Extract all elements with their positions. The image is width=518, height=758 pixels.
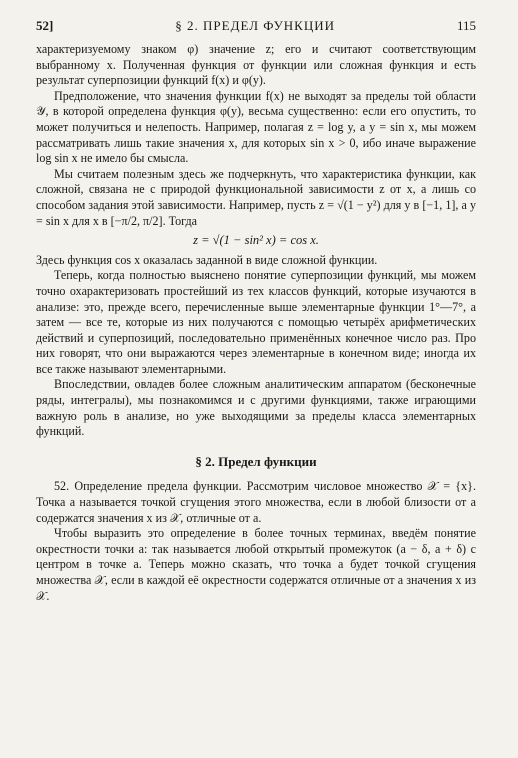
body-text [36,42,476,604]
paragraph-1: характеризуемому знаком φ) значение z; его и считают соответствующим выбранному x. Полученная функция от функции или сложная функция и есть результат суперпозиции функций f(x) и φ(y). [36,42,476,88]
paragraph-5: Теперь, когда полностью выяснено понятие суперпозиции функций, мы можем точно охарактеризовать простейший из тех классов функций, которые изучаются в анализе: это, прежде всего, перечисленные выше элементарные функции 1°—7°, а затем — все те, которые из них получаются с помощью четырёх арифметических действий и суперпозиций, последовательно применённых конечное число раз. Про них говорят, что они выражаются через элементарные в конечном виде; иногда их все также называют элементарными. [36,268,476,376]
paragraph-6: Впоследствии, овладев более сложным аналитическим аппаратом (бесконечные ряды, интегралы), мы познакомимся и с другими функциями, также играющими важную роль в анализе, но уже выходящими за пределы класса элементарных функций. [36,377,476,439]
section-title: § 2. Предел функции [195,453,317,469]
paragraph-8: Чтобы выразить это определение в более точных терминах, введём понятие окрестности точки a: так называется любой открытый промежуток (a − δ, a + δ) с центром в точке a. Теперь можно сказать, что точка a будет точкой сгущения множества 𝒳, если в каждой её окрестности содержатся отличные от a значения x из 𝒳. [36,526,476,603]
running-header [36,18,476,34]
header-title: § 2. ПРЕДЕЛ ФУНКЦИИ [175,18,336,33]
paragraph-4: Здесь функция cos x оказалась заданной в виде сложной функции. [36,252,378,267]
page-number: 115 [456,18,476,33]
formula: z = √(1 − sin² x) = cos x. [193,233,319,248]
paragraph-7: 52. Определение предела функции. Рассмотрим числовое множество 𝒳 = {x}. Точка a называется точкой сгущения этого множества, если в любой близости от a содержатся значения x из 𝒳, отличные от a. [36,479,476,525]
header-left: 52] [36,18,54,33]
paragraph-2: Предположение, что значения функции f(x) не выходят за пределы той области 𝒴, в которой определена функция φ(y), весьма существенно: если его опустить, то может получиться и нелепость. Например, полагая z = log y, а y = sin x, мы можем рассматривать лишь такие значения x, для которых sin x > 0, ибо иначе выражение log sin x не имело бы смысла. [36,88,476,166]
paragraph-3: Мы считаем полезным здесь же подчеркнуть, что характеристика функции, как сложной, связана не с природой функциональной зависимости z от x, а лишь со способом задания этой зависимости. Например, пусть z = √(1 − y²) для y в [−1, 1], а y = sin x для x в [−π/2, π/2]. Тогда [36,166,476,228]
